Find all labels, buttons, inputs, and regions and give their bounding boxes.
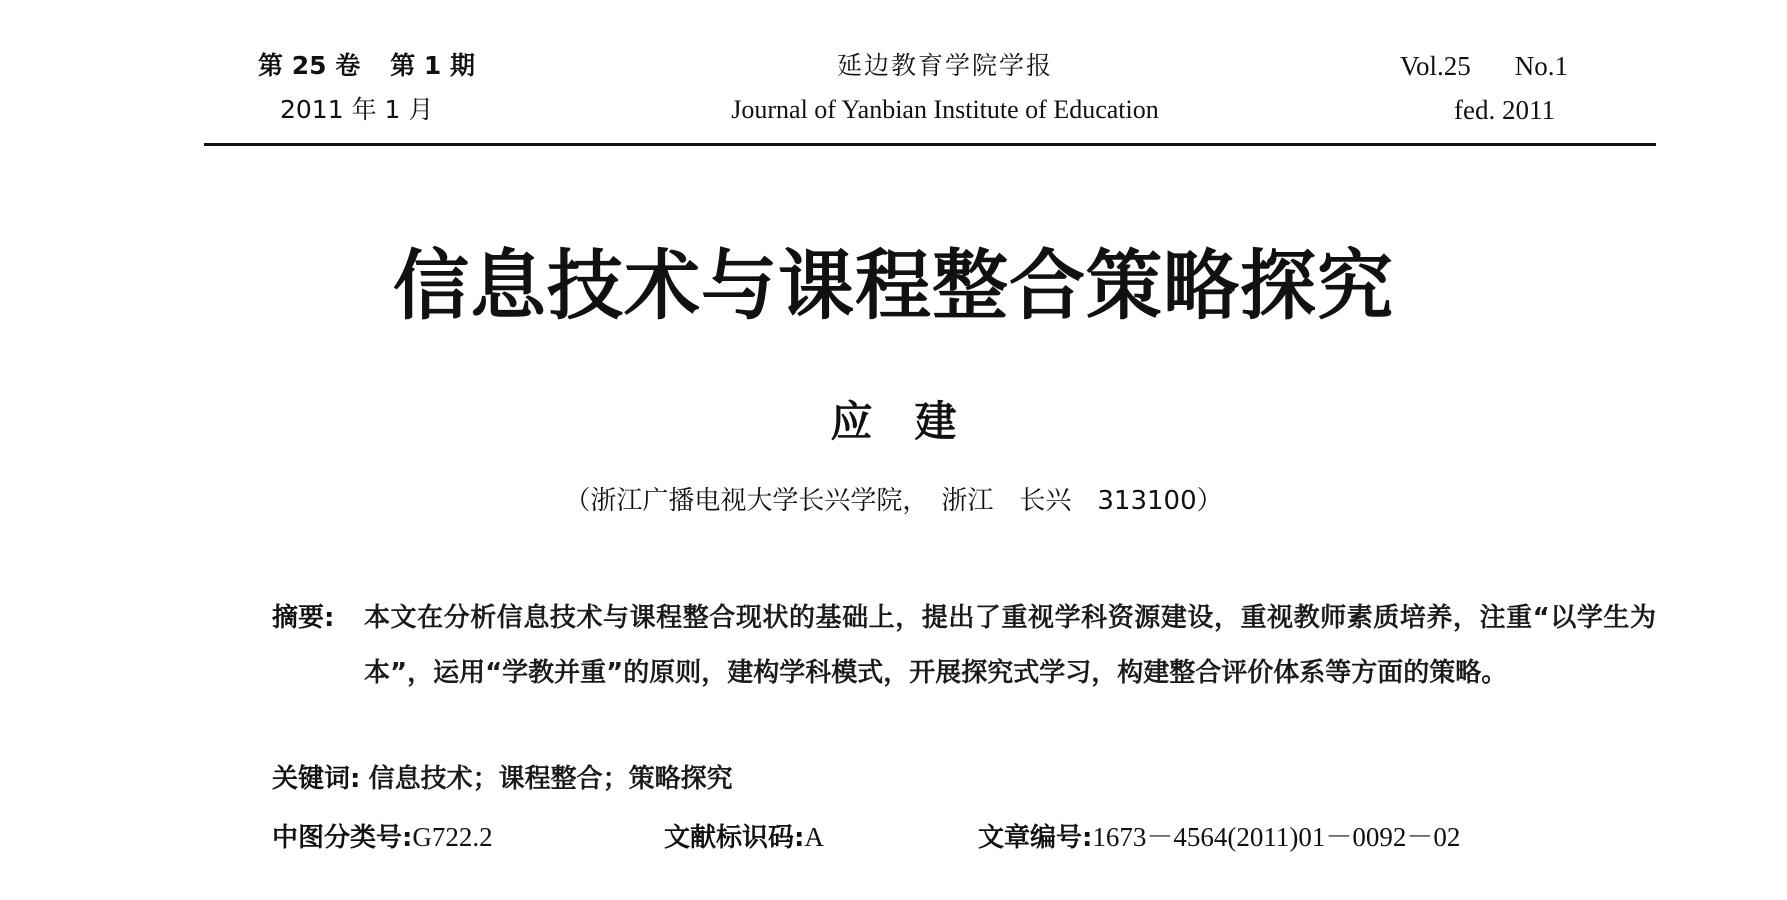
article-number-value: 1673－4564(2011)01－0092－02 (1092, 822, 1461, 852)
document-code-label: 文献标识码: (664, 823, 805, 853)
issue-date-cn: 2011 年 1 月 (280, 95, 434, 124)
author-affiliation: （浙江广播电视大学长兴学院， 浙江 长兴 313100） (564, 486, 1223, 516)
number-cn: 第 1 期 (390, 51, 476, 80)
clc-value: G722.2 (412, 822, 493, 852)
document-code-value: A (804, 822, 824, 852)
number-en: No.1 (1514, 51, 1569, 81)
clc-number (272, 823, 493, 853)
volume-cn: 第 25 卷 (258, 51, 361, 80)
issue-date-en: fed. 2011 (1454, 95, 1555, 125)
article-number-label: 文章编号: (978, 823, 1093, 853)
article-title: 信息技术与课程整合策略探究 (393, 241, 1394, 330)
issue-volume-line-en (1400, 44, 1600, 88)
journal-name-cn: 延边教育学院学报 (836, 51, 1053, 80)
keywords-label: 关键词: (272, 764, 361, 794)
header-divider (204, 143, 1656, 146)
classification-line (272, 815, 1656, 860)
document-code (664, 815, 824, 860)
article-number (978, 815, 1460, 860)
keywords (272, 757, 1656, 801)
article-author: 应 建 (830, 397, 957, 446)
issue-volume-line-cn (258, 44, 528, 88)
journal-name-en: Journal of Yanbian Institute of Education (731, 95, 1159, 124)
volume-en: Vol.25 (1400, 51, 1471, 81)
issue-info-cn (258, 44, 528, 132)
journal-name (650, 44, 1240, 132)
abstract (272, 591, 1656, 701)
clc-label: 中图分类号: (272, 823, 413, 853)
keywords-text: 信息技术；课程整合；策略探究 (368, 764, 733, 794)
issue-info-en (1400, 44, 1600, 132)
abstract-text: 本文在分析信息技术与课程整合现状的基础上，提出了重视学科资源建设，重视教师素质培养，注重“以学生为本”，运用“学教并重”的原则，建构学科模式，开展探究式学习，构建整合评价体系等方面的策略。 (364, 603, 1656, 688)
abstract-label: 摘要: (272, 603, 335, 633)
